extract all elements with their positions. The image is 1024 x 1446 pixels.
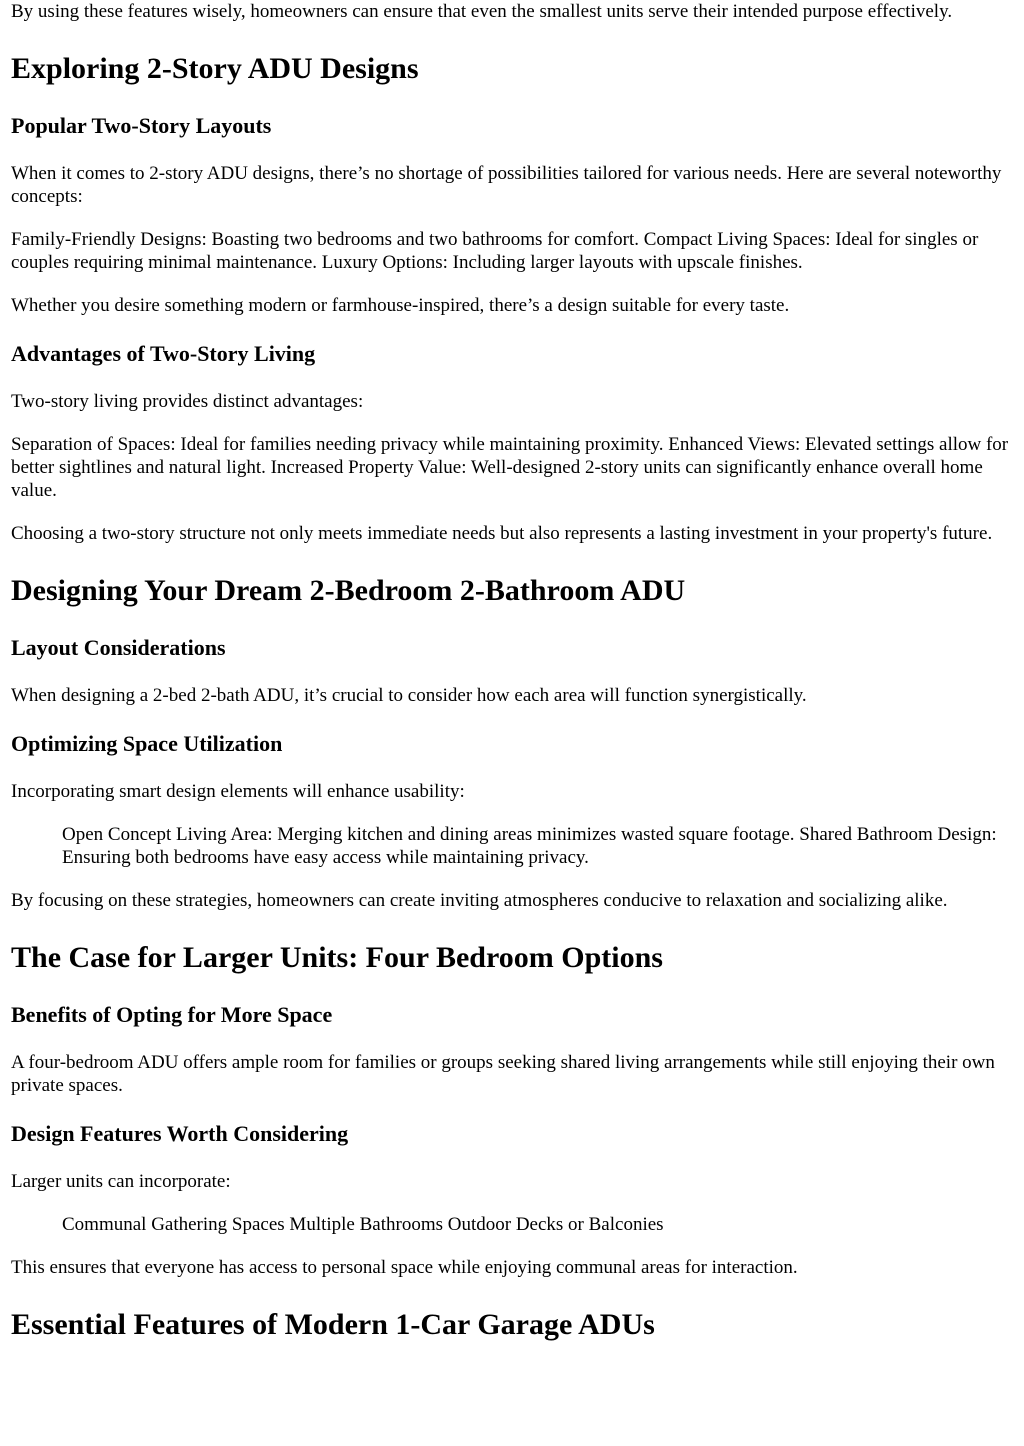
paragraph: Incorporating smart design elements will enhance usability: [11,781,465,802]
blockquote: Open Concept Living Area: Merging kitchen and dining areas minimizes wasted square footage. Shared Bathroom Design: Ensuring both bedrooms have easy access while maintaining privacy. [62,824,997,868]
subheading-advantages: Advantages of Two-Story Living [11,341,316,366]
paragraph: When designing a 2-bed 2-bath ADU, it’s crucial to consider how each area will function synergistically. [11,685,807,706]
paragraph: Choosing a two-story structure not only meets immediate needs but also represents a lasting investment in your property's future. [11,523,993,544]
paragraph: Family-Friendly Designs: Boasting two bedrooms and two bathrooms for comfort. Compact Living Spaces: Ideal for singles or couples requiring minimal maintenance. Luxury Options: Including larger layouts with upscale finishes. [11,229,979,273]
intro-paragraph: By using these features wisely, homeowners can ensure that even the smallest units serve their intended purpose effectively. [11,1,953,22]
paragraph: A four-bedroom ADU offers ample room for families or groups seeking shared living arrangements while still enjoying their own private spaces. [11,1052,995,1096]
heading-designing-dream: Designing Your Dream 2-Bedroom 2-Bathroom ADU [11,574,686,607]
heading-larger-units: The Case for Larger Units: Four Bedroom Options [11,941,663,974]
blockquote: Communal Gathering Spaces Multiple Bathrooms Outdoor Decks or Balconies [62,1214,664,1235]
paragraph: When it comes to 2-story ADU designs, there’s no shortage of possibilities tailored for various needs. Here are several noteworthy concepts: [11,163,1002,207]
paragraph: By focusing on these strategies, homeowners can create inviting atmospheres conducive to relaxation and socializing alike. [11,890,948,911]
heading-garage-adus: Essential Features of Modern 1-Car Garage ADUs [11,1308,655,1341]
subheading-design-features: Design Features Worth Considering [11,1121,349,1146]
paragraph: This ensures that everyone has access to personal space while enjoying communal areas for interaction. [11,1257,798,1278]
paragraph: Larger units can incorporate: [11,1171,231,1192]
subheading-benefits: Benefits of Opting for More Space [11,1002,333,1027]
paragraph: Whether you desire something modern or farmhouse-inspired, there’s a design suitable for every taste. [11,295,790,316]
subheading-optimizing-space: Optimizing Space Utilization [11,731,283,756]
paragraph: Two-story living provides distinct advantages: [11,391,364,412]
paragraph: Separation of Spaces: Ideal for families needing privacy while maintaining proximity. Enhanced Views: Elevated settings allow for better sightlines and natural light. Increased Property Value: Well-designed 2-story units can significantly enhance overall home value. [11,434,1009,501]
subheading-layout-considerations: Layout Considerations [11,635,226,660]
heading-exploring-2-story: Exploring 2-Story ADU Designs [11,52,419,85]
subheading-popular-layouts: Popular Two-Story Layouts [11,113,272,138]
